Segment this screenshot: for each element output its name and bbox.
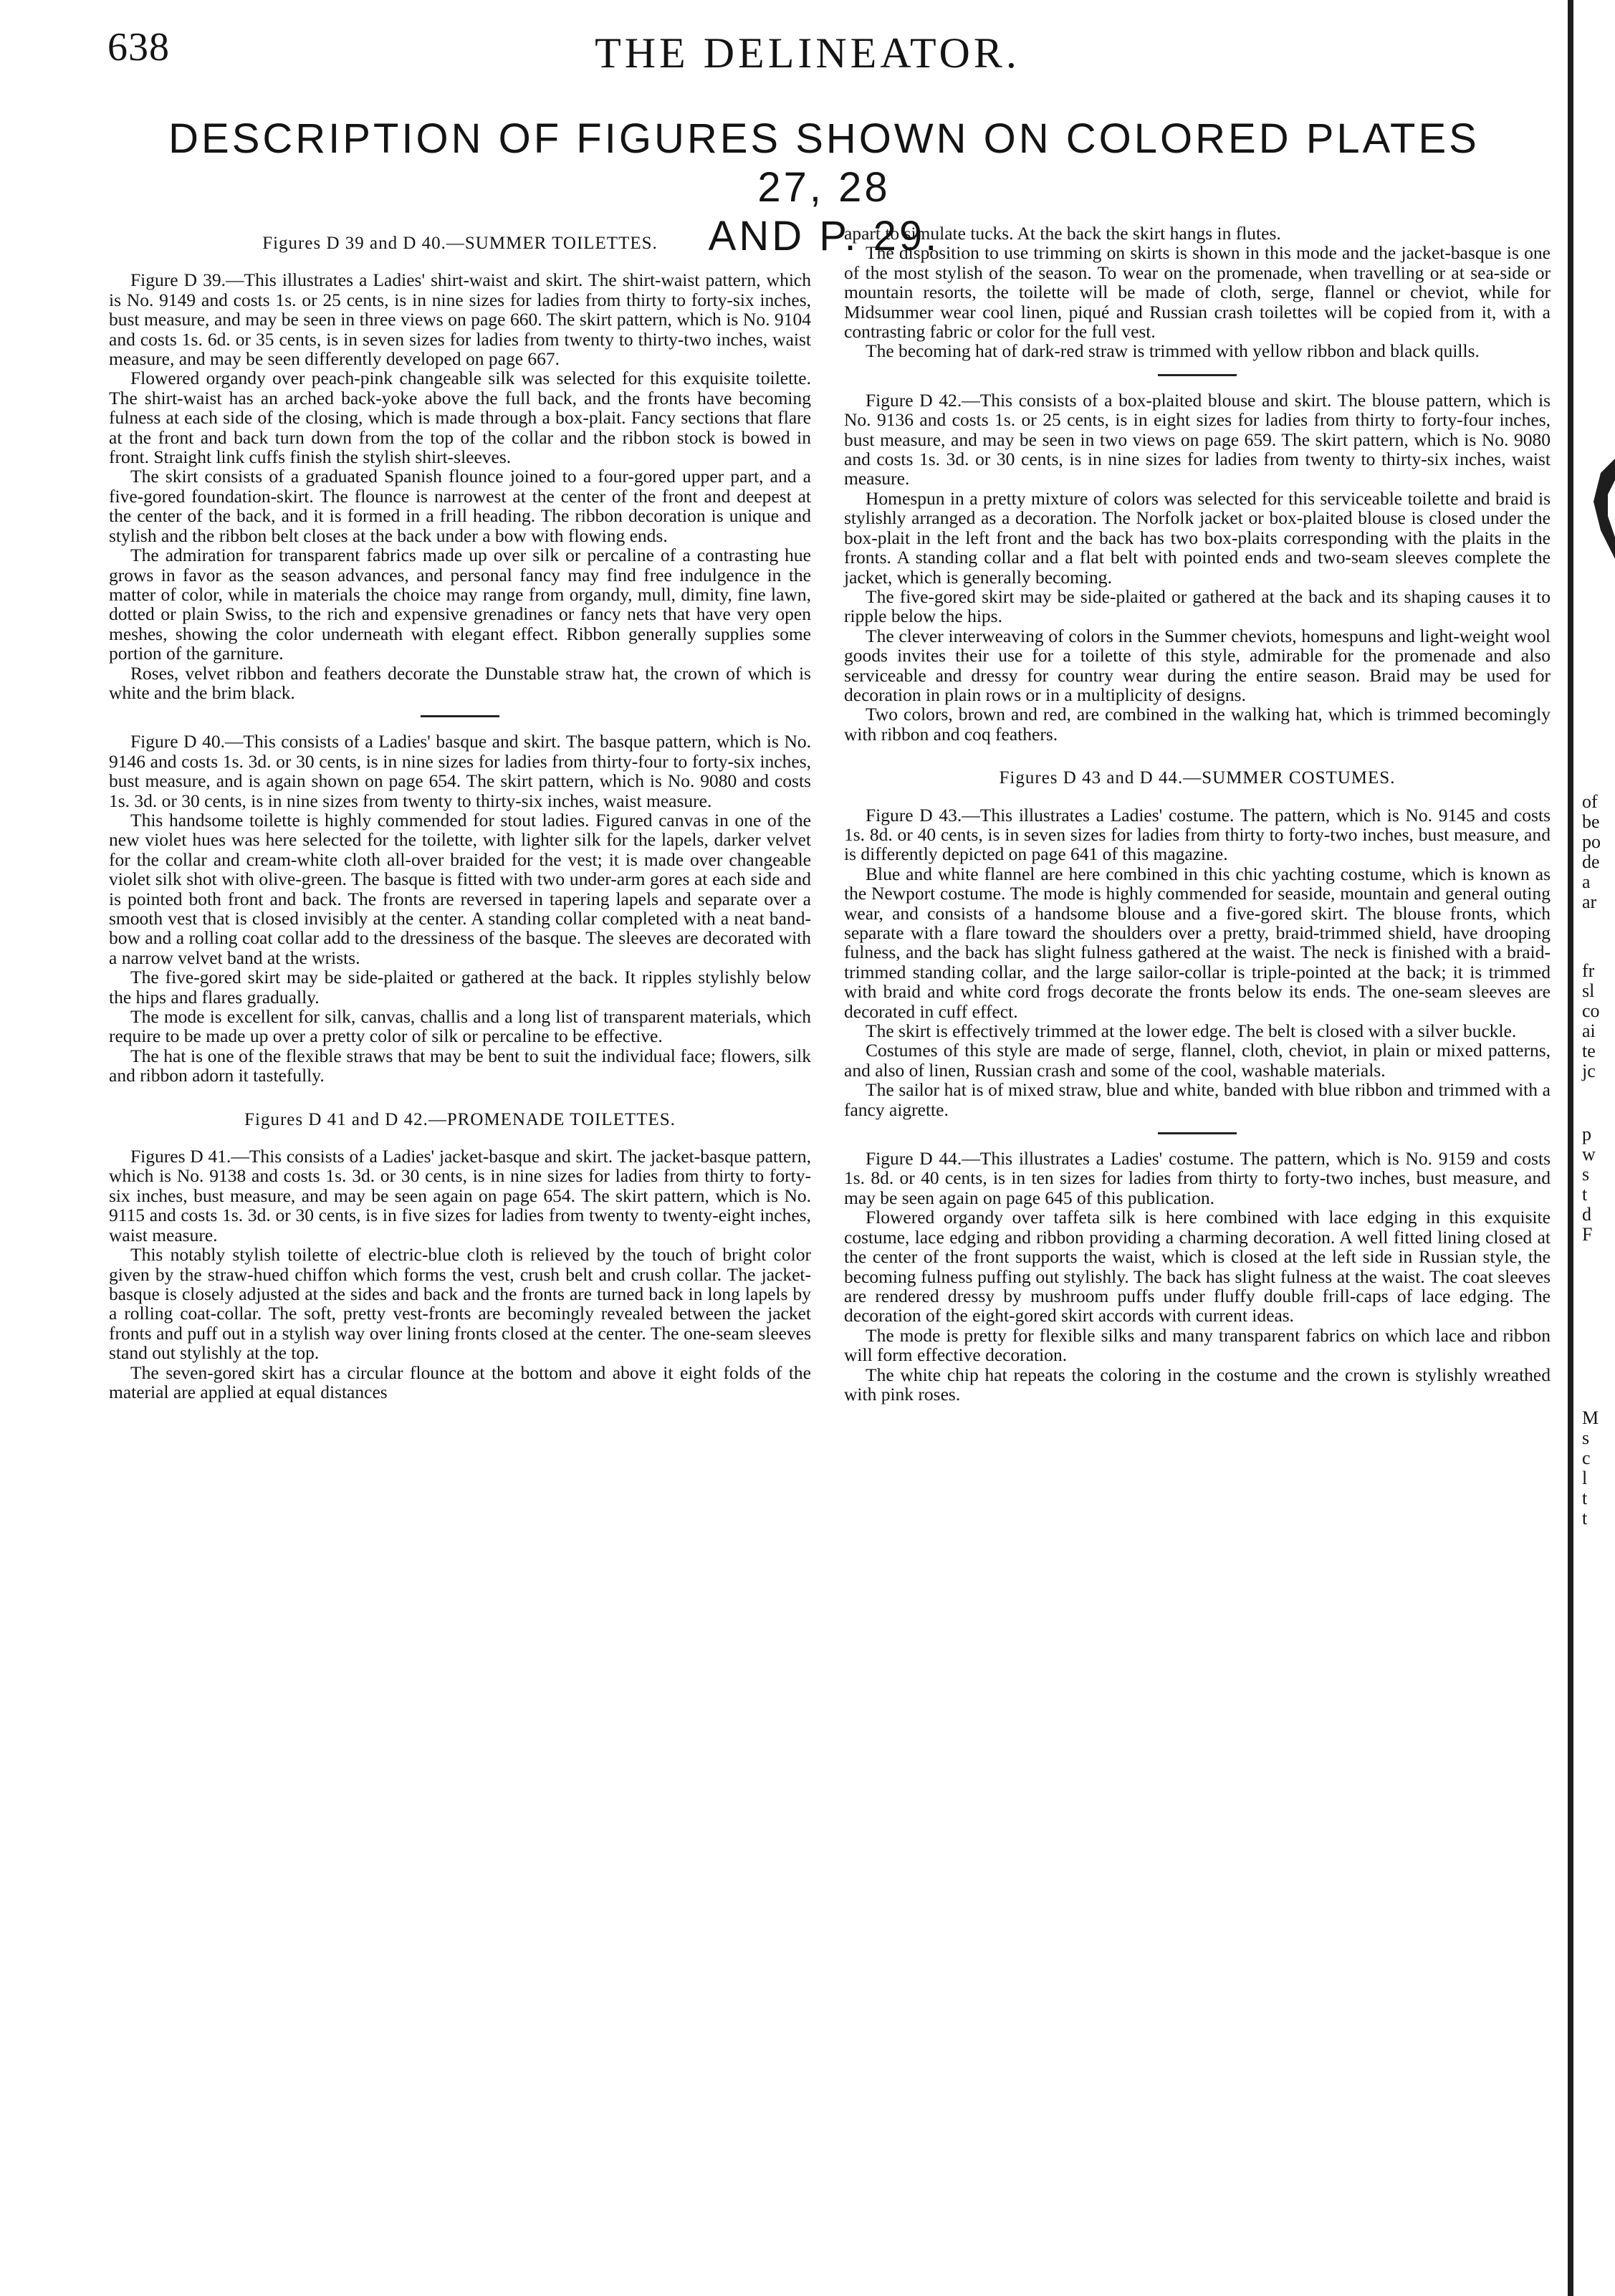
paragraph: Figure D 44.—This illustrates a Ladies' costume. The pattern, which is No. 9159 and costs 1s. 8d. or 40 cents, is in ten sizes for ladies from thirty to forty-two inches, bust measure, and may be seen again on page 645 of this publication.	[844, 1148, 1551, 1208]
paragraph: Roses, velvet ribbon and feathers decorate the Dunstable straw hat, the crown of which is white and the brim black.	[109, 662, 811, 703]
section-heading: Figures D 39 and D 40.—SUMMER TOILETTES.	[262, 234, 658, 253]
margin-text-fragment: fr	[1582, 960, 1595, 981]
section-divider	[1158, 1132, 1237, 1134]
margin-text-fragment: M	[1582, 1407, 1599, 1428]
margin-text-fragment: F	[1582, 1224, 1593, 1245]
paragraph: The admiration for transparent fabrics made up over silk or percaline of a contrasting hue grows in favor as the season advances, and personal fancy may find free indulgence in the matter of color, while in materials the choice may range from organdy, mull, dimity, fine lawn, dotted or plain Swiss, to the rich and expensive grenadines or fancy nets that have very open meshes, showing the color underneath with elegant effect. Ribbon generally supplies some portion of the garniture.	[109, 545, 811, 664]
margin-text-fragment: co	[1582, 1000, 1600, 1021]
paragraph: Figures D 41.—This consists of a Ladies' jacket-basque and skirt. The jacket-basque pattern, which is No. 9138 and costs 1s. 3d. or 30 cents, is in nine sizes for ladies from thirty to forty-six inches, bust measure, and may be seen again on page 654. The skirt pattern, which is No. 9115 and costs 1s. 3d. or 30 cents, is in five sizes for ladies from twenty to twenty-eight inches, waist measure.	[109, 1146, 811, 1245]
paragraph: The disposition to use trimming on skirts is shown in this mode and the jacket-basque is one of the most stylish of the season. To wear on the promenade, when travelling or at sea-side or mountain resorts, the toilette will be made of cloth, serge, flannel or cheviot, while for Midsummer wear cool linen, piqué and Russian crash toilettes will be copied from it, with a contrasting fabric or color for the full vest.	[844, 242, 1551, 343]
paragraph: Figure D 40.—This consists of a Ladies' basque and skirt. The basque pattern, which is No. 9146 and costs 1s. 3d. or 30 cents, is in nine sizes for ladies from thirty-four to forty-six inches, bust measure, and is again shown on page 654. The skirt pattern, which is No. 9080 and costs 1s. 3d. or 30 cents, is in nine sizes from twenty to thirty-six inches, waist measure.	[109, 731, 811, 811]
paragraph: Figure D 42.—This consists of a box-plaited blouse and skirt. The blouse pattern, which is No. 9136 and costs 1s. or 25 cents, is in eight sizes for ladies from thirty to forty-four inches, bust measure, and may be seen in two views on page 659. The skirt pattern, which is No. 9080 and costs 1s. 3d. or 30 cents, is in nine sizes for ladies from twenty to thirty-six inches, waist measure.	[844, 389, 1551, 489]
paragraph: Costumes of this style are made of serge, flannel, cloth, cheviot, in plain or mixed patterns, and also of linen, Russian crash and some of the cool, washable materials.	[844, 1040, 1551, 1081]
page-edge-rule	[1568, 0, 1573, 2296]
margin-text-fragment: t	[1582, 1508, 1588, 1529]
paragraph: Blue and white flannel are here combined in this chic yachting costume, which is known as the Newport costume. The mode is highly commended for seaside, mountain and general outing wear, and consists of a handsome blouse and a five-gored skirt. The blouse fronts, which separate with a flare toward the shoulders over a pretty, braid-trimmed shield, have drooping fulness, and the back has slight fulness gathered at the waist. The neck is finished with a braid-trimmed standing collar, and the large sailor-collar is triple-pointed at the back; it is trimmed with braid and white cord frogs decorate the fronts below its ends. The one-seam sleeves are decorated in cuff effect.	[844, 863, 1551, 1022]
paragraph: The becoming hat of dark-red straw is trimmed with yellow ribbon and black quills.	[866, 340, 1480, 362]
paragraph: The five-gored skirt may be side-plaited or gathered at the back. It ripples stylishly below the hips and flares gradually.	[109, 967, 811, 1008]
section-divider	[1158, 374, 1237, 376]
margin-text-fragment: w	[1582, 1144, 1596, 1164]
paragraph: The hat is one of the flexible straws that may be bent to suit the individual face; flowers, silk and ribbon adorn it tastefully.	[109, 1045, 811, 1086]
margin-text-fragment: l	[1582, 1468, 1588, 1488]
margin-text-fragment: sl	[1582, 980, 1595, 1001]
paragraph: The skirt consists of a graduated Spanish flounce joined to a four-gored upper part, and a five-gored foundation-skirt. The flounce is narrowest at the center of the front and deepest at the center of the back, and it is formed in a frill heading. The ribbon decoration is unique and stylish and the ribbon belt closes at the back under a bow with flowing ends.	[109, 466, 811, 546]
margin-text-fragment: d	[1582, 1204, 1591, 1225]
paragraph: Homespun in a pretty mixture of colors was selected for this serviceable toilette and braid is stylishly arranged as a decoration. The Norfolk jacket or box-plaited blouse is closed under the box-plait in the left front and the back has two box-plaits corresponding with the plaits in the fronts. A standing collar and a flat belt with pointed ends and two-seam sleeves complete the jacket, which is generally becoming.	[844, 487, 1551, 588]
margin-text-fragment: po	[1582, 831, 1601, 852]
paragraph: The mode is excellent for silk, canvas, challis and a long list of transparent materials, which require to be made up over a pretty color of silk or percaline to be effective.	[109, 1006, 811, 1047]
margin-text-fragment: p	[1582, 1124, 1591, 1144]
right-column	[844, 224, 1551, 1404]
margin-ornament-icon	[1586, 459, 1615, 559]
page-title-line-2: AND P. 29.	[708, 213, 940, 259]
margin-text-fragment: c	[1582, 1448, 1591, 1468]
margin-text-fragment: s	[1582, 1164, 1590, 1185]
margin-text-fragment: of	[1582, 791, 1598, 812]
section-heading: Figures D 41 and D 42.—PROMENADE TOILETTES.	[244, 1109, 676, 1129]
paragraph: Flowered organdy over taffeta silk is here combined with lace edging in this exquisite costume, lace edging and ribbon providing a charming decoration. A well fitted lining closed at the center of the front supports the waist, which is closed at the left side in Russian style, the becoming fulness puffing out stylishly. The back has slight fulness at the waist. The coat sleeves are rendered dressy by mushroom puffs under fluffy double frill-caps of lace edging. The decoration of the eight-gored skirt accords with current ideas.	[844, 1207, 1551, 1326]
margin-text-fragment: jc	[1582, 1061, 1596, 1081]
paragraph: Two colors, brown and red, are combined in the walking hat, which is trimmed becomingly with ribbon and coq feathers.	[844, 704, 1551, 745]
paragraph: Flowered organdy over peach-pink changeable silk was selected for this exquisite toilette. The shirt-waist has an arched back-yoke above the full back, and the fronts have becoming fulness at each side of the closing, which is made through a box-plait. Fancy sections that flare at the front and back turn down from the top of the collar and the ribbon stock is bowed in front. Straight link cuffs finish the stylish shirt-sleeves.	[109, 368, 811, 468]
page-title-line-1: DESCRIPTION OF FIGURES SHOWN ON COLORED PLATES 27, 28	[168, 115, 1480, 211]
paragraph: The sailor hat is of mixed straw, blue and white, banded with blue ribbon and trimmed with a fancy aigrette.	[844, 1079, 1551, 1120]
paragraph: Figure D 39.—This illustrates a Ladies' shirt-waist and skirt. The shirt-waist pattern, which is No. 9149 and costs 1s. or 25 cents, is in nine sizes for ladies from thirty to forty-six inches, bust measure, and may be seen in three views on page 660. The skirt pattern, which is No. 9104 and costs 1s. 6d. or 35 cents, is in seven sizes for ladies from twenty to thirty-two inches, waist measure, and may be seen differently developed on page 667.	[109, 269, 811, 370]
paragraph: The skirt is effectively trimmed at the lower edge. The belt is closed with a silver buckle.	[866, 1020, 1517, 1042]
margin-text-fragment: a	[1582, 871, 1591, 892]
margin-text-fragment: de	[1582, 851, 1600, 872]
margin-text-fragment: t	[1582, 1184, 1588, 1205]
paragraph: apart to simulate tucks. At the back the skirt hangs in flutes.	[844, 223, 1281, 244]
page-number: 638	[107, 25, 170, 70]
running-head: THE DELINEATOR.	[595, 29, 1020, 77]
paragraph: The white chip hat repeats the coloring in the costume and the crown is stylishly wreathed with pink roses.	[844, 1364, 1551, 1405]
paragraph: This handsome toilette is highly commended for stout ladies. Figured canvas in one of the new violet hues was here selected for the toilette, with lighter silk for the lapels, darker velvet for the collar and cream-white cloth all-over braided for the vest; it is made over changeable violet silk shot with olive-green. The basque is fitted with two under-arm gores at each side and is pointed both front and back. The fronts are reversed in tapering lapels and separate over a smooth vest that is closed invisibly at the center. A standing collar completed with a neat band-bow and a rolling coat collar add to the dressiness of the basque. The sleeves are decorated with a narrow velvet band at the wrists.	[109, 809, 811, 968]
adjacent-page-margin	[1573, 0, 1615, 2296]
margin-text-fragment: ai	[1582, 1020, 1596, 1041]
margin-text-fragment: be	[1582, 811, 1600, 832]
paragraph: The seven-gored skirt has a circular flounce at the bottom and above it eight folds of the material are applied at equal distances	[109, 1362, 811, 1402]
paragraph: Figure D 43.—This illustrates a Ladies' costume. The pattern, which is No. 9145 and costs 1s. 8d. or 40 cents, is in seven sizes for ladies from thirty to forty-two inches, bust measure, and is differently depicted on page 641 of this magazine.	[844, 804, 1551, 865]
section-divider	[421, 715, 499, 717]
paragraph: The mode is pretty for flexible silks and many transparent fabrics on which lace and ribbon will form effective decoration.	[844, 1324, 1551, 1366]
left-column	[109, 224, 811, 1402]
margin-text-fragment: t	[1582, 1488, 1588, 1508]
paragraph: This notably stylish toilette of electric-blue cloth is relieved by the touch of bright color given by the straw-hued chiffon which forms the vest, crush belt and crush collar. The jacket-basque is closely adjusted at the sides and back and the fronts are turned back in long lapels by a rolling coat-collar. The soft, pretty vest-fronts are becomingly revealed between the jacket fronts and puff out in a stylish way over lining fronts closed at the center. The one-seam sleeves stand out stylishly at the top.	[109, 1244, 811, 1364]
paragraph: The clever interweaving of colors in the Summer cheviots, homespuns and light-weight wool goods invites their use for a toilette of this style, admirable for the promenade and also serviceable and dressy for country wear during the entire season. Braid may be used for decoration in plain rows or in a multiplicity of designs.	[844, 625, 1551, 705]
margin-text-fragment: te	[1582, 1041, 1596, 1061]
margin-text-fragment: ar	[1582, 891, 1597, 912]
paragraph: The five-gored skirt may be side-plaited or gathered at the back and its shaping causes it to ripple below the hips.	[844, 585, 1551, 627]
section-heading: Figures D 43 and D 44.—SUMMER COSTUMES.	[999, 768, 1396, 788]
margin-text-fragment: s	[1582, 1427, 1590, 1448]
